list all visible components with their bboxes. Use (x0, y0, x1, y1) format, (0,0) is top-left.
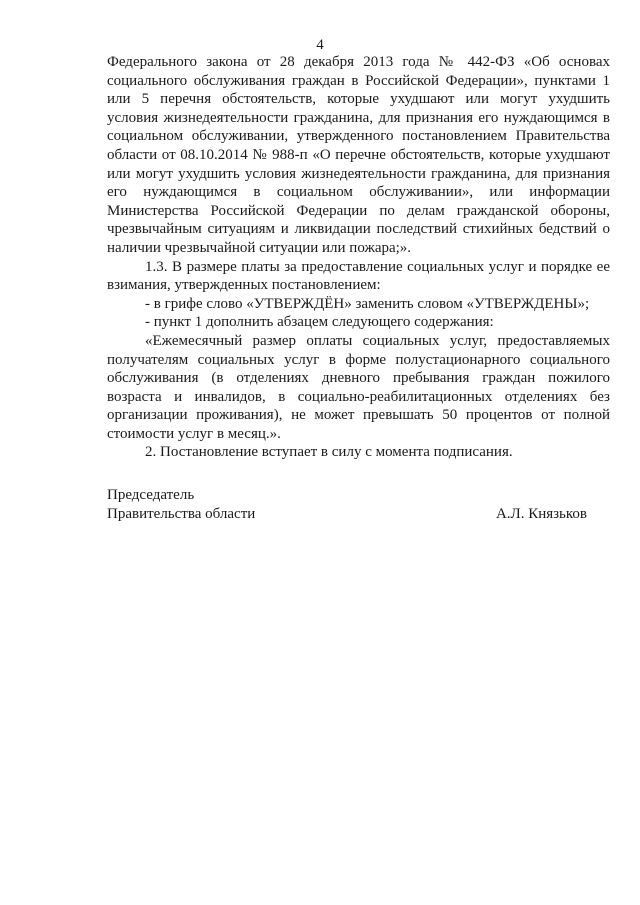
signature-block (107, 486, 610, 523)
body-line: - в грифе слово «УТВЕРЖДЁН» заменить словом «УТВЕРЖДЕНЫ»; (145, 295, 590, 312)
body-line: взимания, утвержденных постановлением: (107, 277, 381, 294)
signature-title-row-2 (107, 505, 610, 524)
body-line: социальном обслуживании, утвержденного постановлением Правительства (107, 128, 610, 145)
body-line: обслуживания (в отделениях дневного пребывания граждан пожилого (107, 370, 610, 387)
body-line: социального обслуживания граждан в Российской Федерации», пунктами 1 (107, 72, 610, 89)
body-line: наличии чрезвычайной ситуации или пожара;». (107, 239, 412, 256)
body-line: области от 08.10.2014 № 988-п «О перечне обстоятельств, которые ухудшают (107, 146, 610, 163)
body-line: чрезвычайным ситуациям и ликвидации последствий стихийных бедствий о (107, 221, 610, 238)
body-line: возраста и инвалидов, в социально-реабилитационных отделениях без (107, 388, 610, 405)
body-line: 1.3. В размере платы за предоставление социальных услуг и порядке ее (145, 258, 610, 275)
page-number: 4 (316, 37, 324, 53)
body-line: получателям социальных услуг в форме полустационарного социального (107, 351, 610, 368)
signature-title-row-1 (107, 486, 610, 505)
body-line: Федерального закона от 28 декабря 2013 года № 442-ФЗ «Об основах (107, 54, 610, 70)
body-line: стоимости услуг в месяц.». (107, 425, 281, 442)
document-body (107, 53, 610, 462)
signatory-name: А.Л. Князьков (495, 505, 587, 522)
body-line: «Ежемесячный размер оплаты социальных услуг, предоставляемых (145, 332, 610, 349)
body-line: его нуждающимся в социальном обслуживании», или информации (107, 184, 610, 201)
body-line: 2. Постановление вступает в силу с момента подписания. (145, 444, 513, 461)
body-line: Министерства Российской Федерации по делам гражданской обороны, (107, 202, 610, 219)
body-line: - пункт 1 дополнить абзацем следующего содержания: (145, 314, 494, 331)
signature-title-line-2: Правительства области (107, 505, 256, 522)
body-line: или 5 перечня обстоятельств, которые ухудшают или могут ухудшить (107, 91, 610, 108)
body-line: или могут ухудшить условия жизнедеятельности гражданина, для признания (107, 165, 610, 182)
body-line: организации проживания), не может превышать 50 процентов от полной (107, 407, 610, 424)
body-line: условия жизнедеятельности гражданина, для признания его нуждающимся в (107, 109, 610, 126)
signature-title-line-1: Председатель (107, 487, 195, 503)
